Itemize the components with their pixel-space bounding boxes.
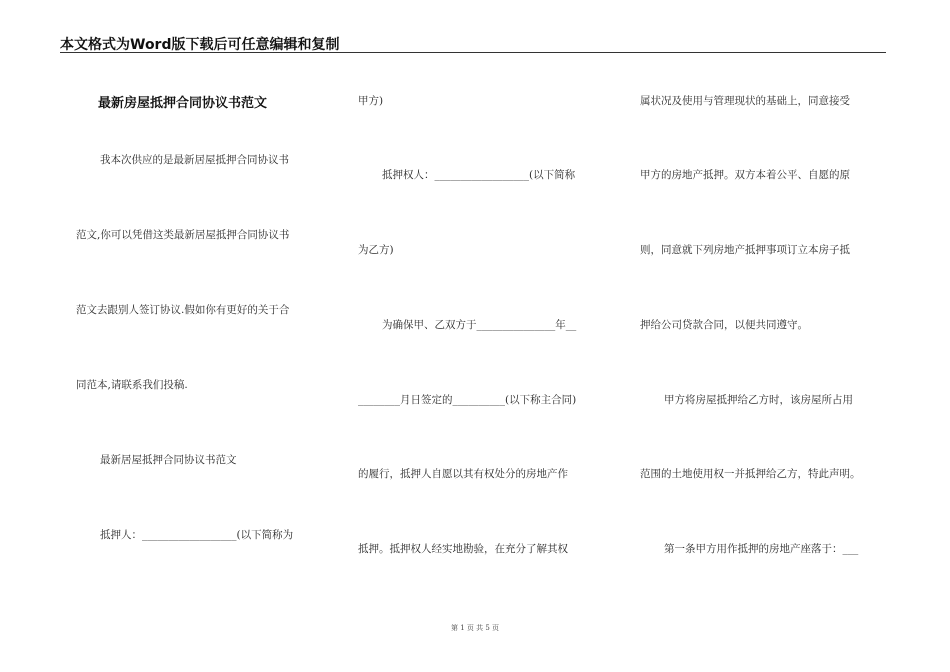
text-line: 甲方将房屋抵押给乙方时，该房屋所占用 (664, 394, 853, 406)
text-line: 属状况及使用与管理现状的基础上，同意接受 (640, 95, 850, 107)
text-line: 第一条甲方用作抵押的房地产座落于：___ (664, 543, 859, 555)
header-title: 本文格式为Word版下载后可任意编辑和复制 (60, 37, 340, 53)
document-title: 最新房屋抵押合同协议书范文 (98, 96, 268, 111)
text-line: 甲方) (358, 95, 384, 107)
text-line: 为乙方) (358, 244, 394, 256)
text-column-1 (76, 0, 326, 672)
text-column-3 (640, 0, 890, 672)
text-column-2 (358, 0, 608, 672)
text-line: 的履行，抵押人自愿以其有权处分的房地产作 (358, 468, 568, 480)
text-line: 则，同意就下列房地产抵押事项订立本房子抵 (640, 244, 850, 256)
text-line: 范文,你可以凭借这类最新居屋抵押合同协议书 (76, 229, 290, 241)
page-footer: 第 1 页 共 5 页 (450, 624, 500, 632)
text-line: 抵押。抵押权人经实地勘验，在充分了解其权 (358, 543, 568, 555)
text-line: 我本次供应的是最新居屋抵押合同协议书 (100, 154, 289, 166)
text-line: ________月日签定的__________(以下称主合同) (358, 394, 577, 406)
text-line: 范围的土地使用权一并抵押给乙方，特此声明。 (640, 468, 861, 480)
text-line: 抵押人：__________________(以下简称为 (100, 529, 294, 541)
text-line: 押给公司贷款合同，以便共同遵守。 (640, 319, 808, 331)
text-line: 为确保甲、乙双方于_______________年__ (382, 319, 577, 331)
text-line: 抵押权人：__________________(以下简称 (382, 169, 576, 181)
text-line: 范文去跟别人签订协议.假如你有更好的关于合 (76, 304, 290, 316)
text-line: 甲方的房地产抵押。双方本着公平、自愿的原 (640, 169, 850, 181)
text-line: 最新居屋抵押合同协议书范文 (100, 454, 237, 466)
text-line: 同范本,请联系我们投稿. (76, 379, 188, 391)
